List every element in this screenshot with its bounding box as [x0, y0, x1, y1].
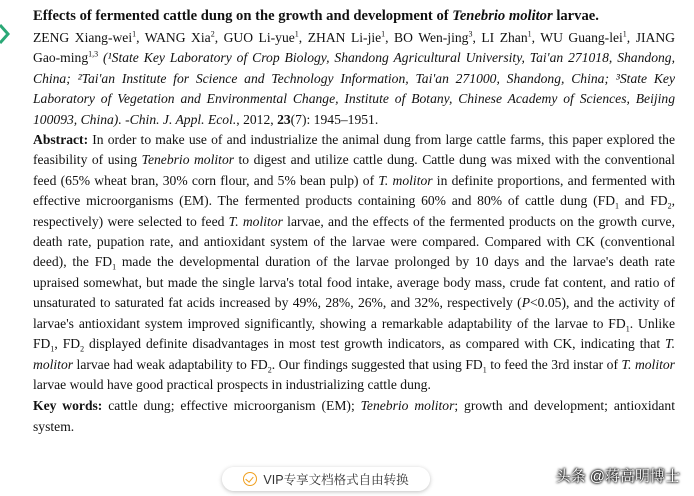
abstract-label: Abstract: [33, 132, 89, 148]
keywords: Key words: cattle dung; effective microorganism (EM); Tenebrio molitor; growth and development; antioxidant system. [33, 398, 676, 434]
citation-block: ZENG Xiang-wei$^1$, WANG Xia$^2$, GUO Li-yue$^1$, ZHAN Li-jie$^1$, BO Wen-jing$^3$, LI Zhan$^1$, WU Guang-lei$^1$, JIANG Gao-ming$^{1,3}$ (¹State Key Laboratory of Crop Biology, Shandong Agricultural University, Tai'an 271018, Shandong, China; ²Tai'an Institute for Science and Technology Information, Tai'an 271000, Shandong, China; ³State Key Laboratory of Vegetation and Environmental Change, Institute of Botany, Chinese Academy of Sciences, Beijing 100093, China). -Chin. J. Appl. Ecol., 2012, 23(7): 1945–1951. [33, 29, 675, 127]
keywords-label: Key words: [33, 398, 103, 414]
authors: ZENG Xiang-wei$^1$, WANG Xia$^2$, GUO Li-yue$^1$, ZHAN Li-jie$^1$, BO Wen-jing$^3$, LI Zhan$^1$, WU Guang-lei$^1$, JIANG Gao-ming$^{1,3}$ [33, 29, 675, 66]
paper-title: Effects of fermented cattle dung on the growth and development of Tenebrio molitor larvae. [33, 8, 599, 24]
vip-format-banner[interactable] [222, 467, 430, 491]
check-circle-icon [243, 472, 257, 486]
chevron-right-icon [0, 24, 10, 44]
watermark: 头条 @蒋高明博士 [555, 468, 680, 485]
affiliations: (¹State Key Laboratory of Crop Biology, Shandong Agricultural University, Tai'an 271018, Shandong, China; ²Tai'an Institute for Science and Technology Information, Tai'an 271000, Shandong, China; ³State Key Laboratory of Vegetation and Environmental Change, Institute of Botany, Chinese Academy of Sciences, Beijing 100093, China). [33, 50, 675, 127]
banner-text: VIP专享文档格式自由转换 [263, 473, 409, 487]
journal-name: -Chin. J. Appl. Ecol. [121, 111, 237, 127]
abstract: Abstract: In order to make use of and industrialize the animal dung from large cattle farms, this paper explored the feasibility of using Tenebrio molitor to digest and utilize cattle dung. Cattle dung was mixed with the conventional feed (65% wheat bran, 30% corn flour, and 5% bean pulp) of T. molitor in definite proportions, and fermented with effective microorganisms (EM). The fermented products containing 60% and 80% of cattle dung ($FD_1$ and $FD_2$, respectively) were selected to feed T. molitor larvae, and the effects of the fermented products on the growth curve, death rate, pupation rate, and antioxidant system of the larvae were compared. Compared with CK (conventional deed), the $FD_1$ made the developmental duration of the larvae prolonged by 10 days and the larvae's death rate upraised somewhat, but made the single larva's total food intake, average body mass, crude fat content, and ratio of unsaturated to saturated fat acids increased by 49%, 28%, 26%, and 32%, respectively (P<0.05), and the activity of larvae's antioxidant system improved significantly, showing a remarkable adaptability of the larvae to $FD_1$. Unlike $FD_1$, $FD_2$ displayed definite disadvantages in most test growth indicators, as compared with CK, indicating that T. molitor larvae had weak adaptability to $FD_2$. Our findings suggested that using $FD_1$ to feed the 3rd instar of T. molitor larvae would have good practical prospects in industrializing cattle dung. [33, 132, 676, 392]
abstract-block [33, 6, 675, 437]
volume: 23 [277, 111, 291, 127]
